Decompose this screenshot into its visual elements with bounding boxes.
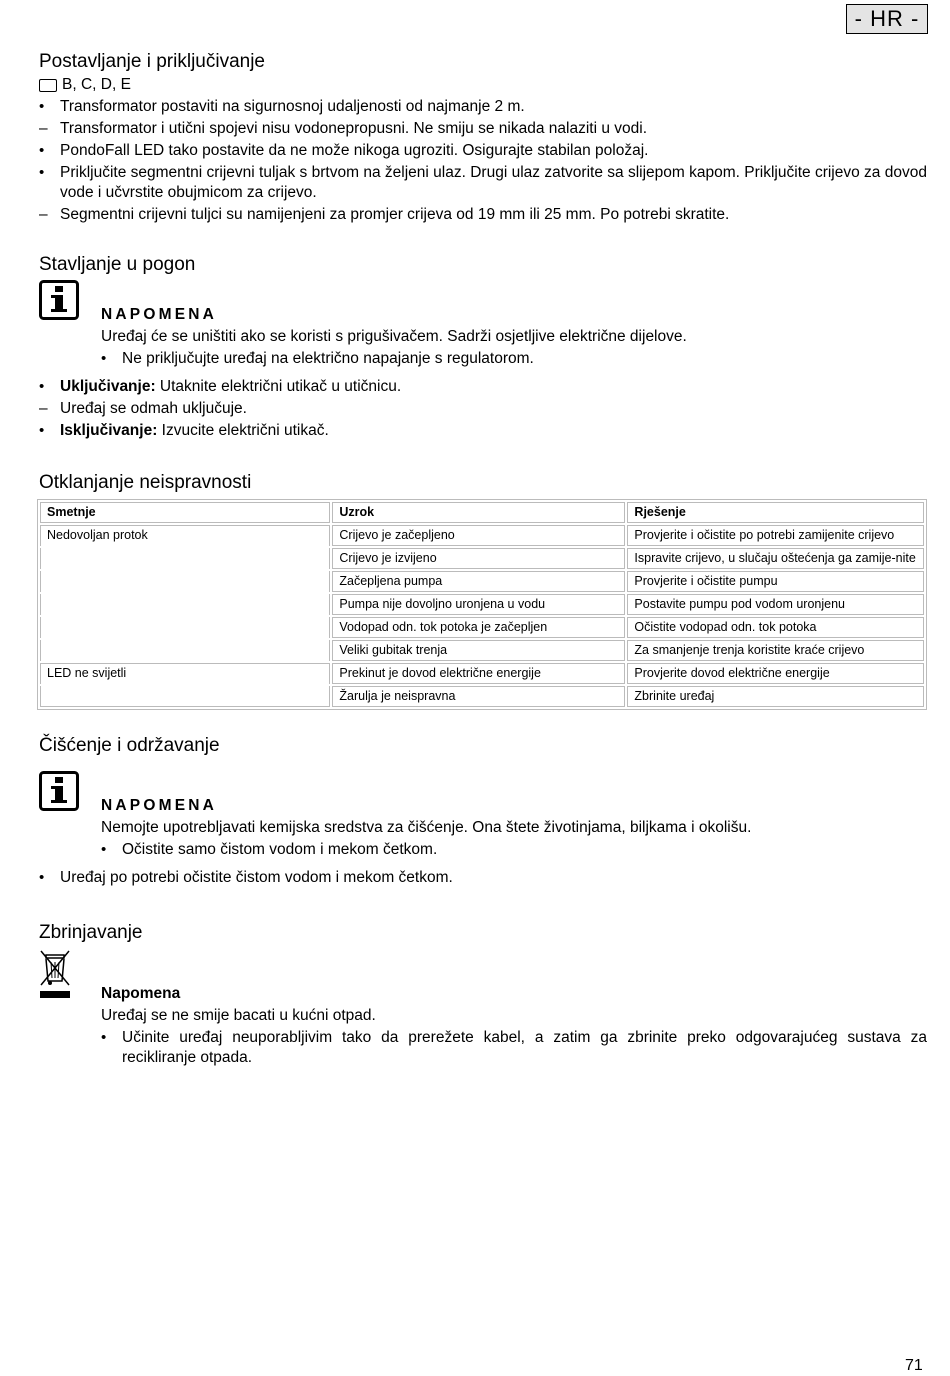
troubleshooting-title: Otklanjanje neispravnosti (39, 472, 252, 493)
list-item: • Transformator postaviti na sigurnosnoj udaljenosti od najmanje 2 m. (39, 97, 927, 117)
table-cell (40, 571, 330, 592)
startup-list (39, 377, 927, 441)
table-cell: Očistite vodopad odn. tok potoka (627, 617, 924, 638)
list-item (39, 377, 927, 397)
figure-reference-text: B, C, D, E (62, 76, 131, 93)
disposal-title: Zbrinjavanje (39, 922, 143, 943)
table-cell (40, 640, 330, 661)
troubleshooting-section (39, 471, 927, 710)
column-header: Uzrok (332, 502, 625, 523)
note-text: Nemojte upotrebljavati kemijska sredstva za čišćenje. Ona štete životinjama, biljkama i okolišu. (101, 819, 752, 836)
table-row (40, 525, 924, 546)
off-text: Izvucite električni utikač. (157, 422, 329, 439)
table-header-row (40, 502, 924, 523)
cleaning-section (39, 734, 927, 888)
note-list (101, 349, 927, 369)
cleaning-title: Čišćenje i održavanje (39, 735, 220, 756)
table-row (40, 571, 924, 592)
table-cell (40, 686, 330, 707)
table-cell: Zbrinite uređaj (627, 686, 924, 707)
table-cell: LED ne svijetli (40, 663, 330, 684)
list-item: • Priključite segmentni crijevni tuljak s brtvom na željeni ulaz. Drugi ulaz zatvorite sa slijepom kapom. Priključite crijevo za dovod vode i učvrstite obujmicom za crijevo. (39, 163, 927, 203)
list-item (39, 421, 927, 441)
list-item: – Uređaj se odmah uključuje. (39, 399, 927, 419)
table-row (40, 663, 924, 684)
list-item: • Očistite samo čistom vodom i mekom četkom. (101, 840, 927, 860)
language-tag: - HR - (846, 4, 928, 34)
list-item: • Uređaj po potrebi očistite čistom vodom i mekom četkom. (39, 868, 927, 888)
table-cell (40, 594, 330, 615)
table-cell: Ispravite crijevo, u slučaju oštećenja ga zamije-nite (627, 548, 924, 569)
table-row (40, 594, 924, 615)
column-header: Smetnje (40, 502, 330, 523)
on-text: Utaknite električni utikač u utičnicu. (155, 378, 402, 395)
table-cell: Prekinut je dovod električne energije (332, 663, 625, 684)
cleaning-note (39, 771, 927, 860)
list-item: • Učinite uređaj neuporabljivim tako da prerežete kabel, a zatim ga zbrinite preko odgovarajućeg sustava za recikliranje otpada. (101, 1028, 927, 1068)
list-item: – Segmentni crijevni tuljci su namijenjeni za promjer crijeva od 19 mm ili 25 mm. Po potrebi skratite. (39, 205, 927, 225)
table-cell (40, 548, 330, 569)
table-cell: Vodopad odn. tok potoka je začepljen (332, 617, 625, 638)
info-icon (39, 280, 79, 320)
note-text: Uređaj se ne smije bacati u kućni otpad. (101, 1007, 376, 1024)
book-icon (39, 79, 57, 92)
startup-section (39, 253, 927, 441)
table-row (40, 617, 924, 638)
list-item: – Transformator i utični spojevi nisu vodonepropusni. Ne smiju se nikada nalaziti u vodi. (39, 119, 927, 139)
crossed-bin-icon (39, 949, 71, 1001)
table-cell: Crijevo je začepljeno (332, 525, 625, 546)
note-title: Napomena (101, 985, 181, 1002)
column-header: Rješenje (627, 502, 924, 523)
table-cell (40, 617, 330, 638)
table-cell: Postavite pumpu pod vodom uronjenu (627, 594, 924, 615)
installation-title: Postavljanje i priključivanje (39, 51, 265, 72)
disposal-section (39, 921, 927, 1068)
table-cell: Pumpa nije dovoljno uronjena u vodu (332, 594, 625, 615)
page-number: 71 (905, 1357, 923, 1374)
table-cell: Provjerite i očistite po potrebi zamijenite crijevo (627, 525, 924, 546)
cleaning-list (39, 868, 927, 888)
table-cell: Začepljena pumpa (332, 571, 625, 592)
list-item: • Ne priključujte uređaj na električno napajanje s regulatorom. (101, 349, 927, 369)
table-row (40, 686, 924, 707)
note-title: NAPOMENA (101, 306, 218, 323)
figure-reference (39, 75, 927, 95)
on-label: Uključivanje: (60, 378, 156, 395)
table-cell: Za smanjenje trenja koristite kraće crijevo (627, 640, 924, 661)
installation-list (39, 97, 927, 225)
note-list (101, 1028, 927, 1068)
startup-title: Stavljanje u pogon (39, 254, 196, 275)
off-label: Isključivanje: (60, 422, 158, 439)
table-cell: Nedovoljan protok (40, 525, 330, 546)
table-cell: Crijevo je izvijeno (332, 548, 625, 569)
note-list (101, 840, 927, 860)
list-item: • PondoFall LED tako postavite da ne može nikoga ugroziti. Osigurajte stabilan položaj. (39, 141, 927, 161)
installation-section (39, 50, 927, 225)
table-row (40, 548, 924, 569)
table-cell: Žarulja je neispravna (332, 686, 625, 707)
note-text: Uređaj će se uništiti ako se koristi s prigušivačem. Sadrži osjetljive električne dijelove. (101, 328, 687, 345)
troubleshooting-table (37, 499, 927, 710)
table-cell: Provjerite dovod električne energije (627, 663, 924, 684)
info-icon (39, 771, 79, 811)
table-cell: Veliki gubitak trenja (332, 640, 625, 661)
table-cell: Provjerite i očistite pumpu (627, 571, 924, 592)
startup-note (39, 280, 927, 369)
note-title: NAPOMENA (101, 797, 218, 814)
disposal-note (39, 949, 927, 1068)
table-row (40, 640, 924, 661)
